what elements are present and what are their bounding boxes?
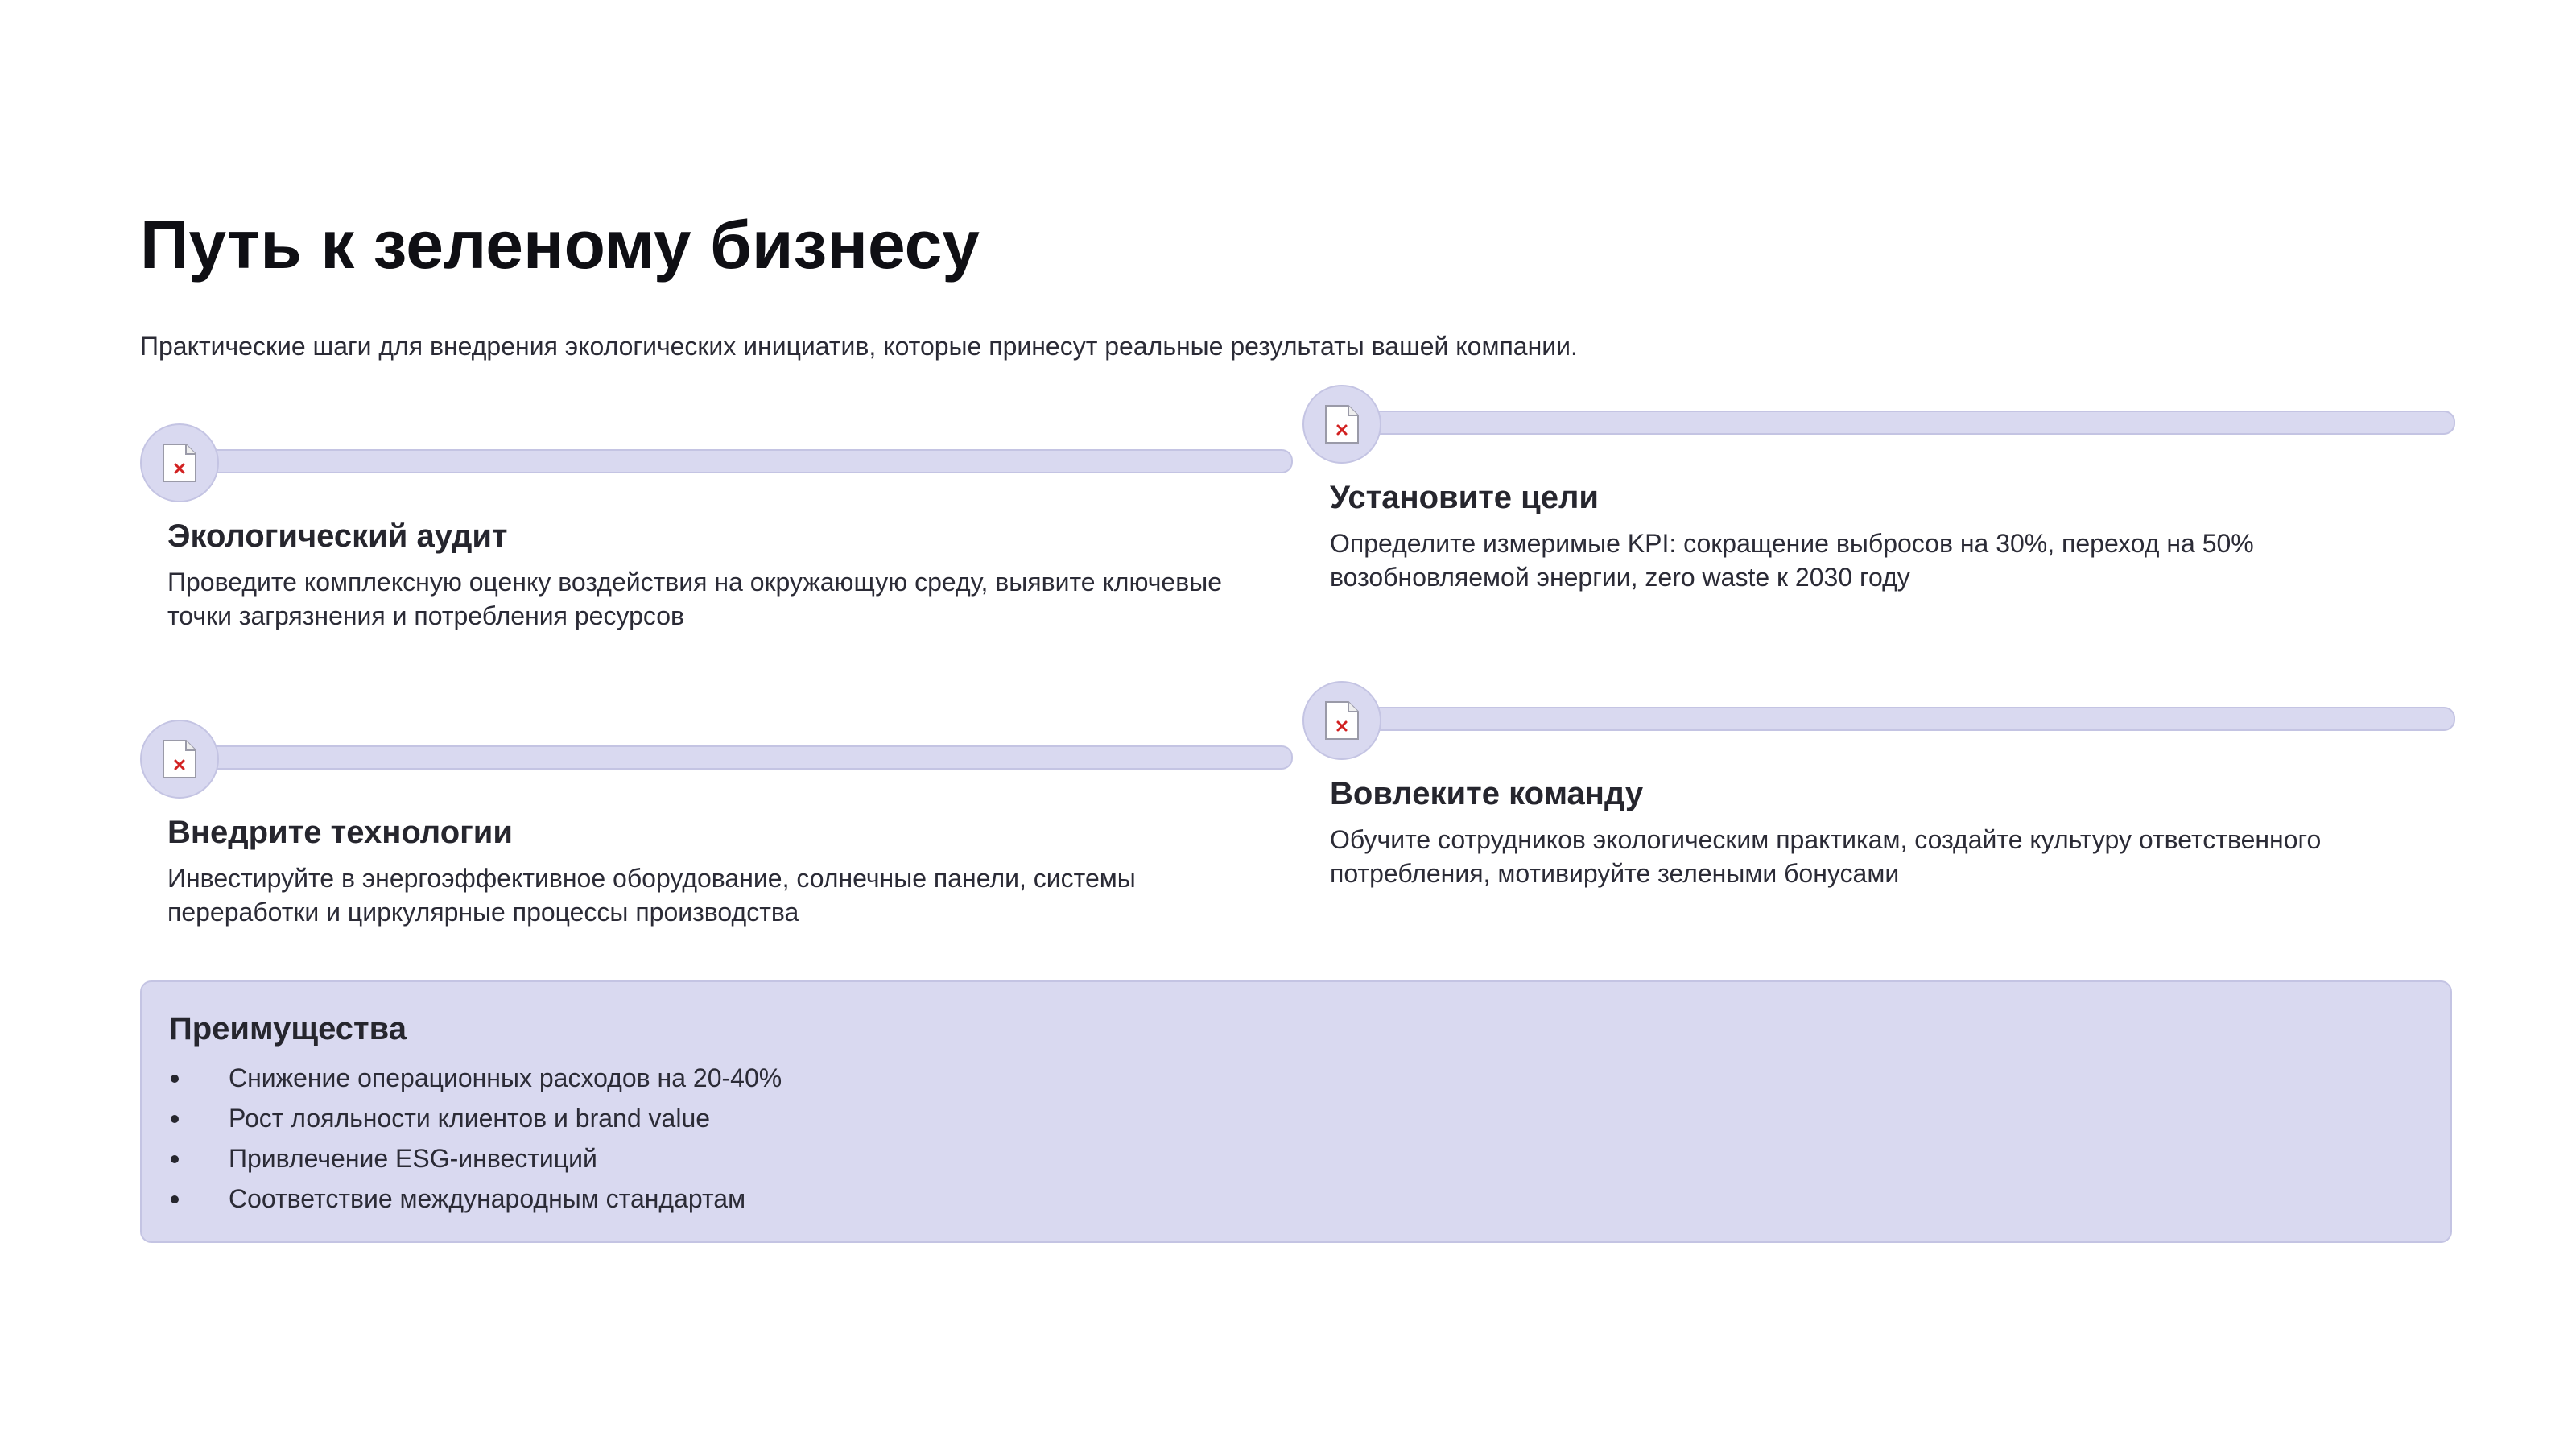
- bullet-icon: [171, 1115, 179, 1123]
- step-icon-circle: [140, 720, 219, 799]
- benefit-text: Рост лояльности клиентов и brand value: [229, 1104, 711, 1133]
- benefits-title: Преимущества: [169, 1011, 407, 1046]
- bullet-icon: [171, 1195, 179, 1203]
- step-description: Инвестируйте в энергоэффективное оборудование, солнечные панели, системы переработки и циркулярные процессы производства: [167, 864, 1136, 927]
- broken-image-icon: [160, 739, 199, 779]
- step-title: Установите цели: [1330, 480, 1600, 515]
- step-title: Внедрите технологии: [167, 815, 513, 850]
- benefit-text: Соответствие международным стандартам: [229, 1184, 746, 1213]
- step-progress-bar: [1344, 707, 2455, 731]
- step-card-goals: [1302, 385, 2455, 626]
- broken-image-icon: [1323, 700, 1361, 741]
- bullet-icon: [171, 1155, 179, 1163]
- benefit-text: Привлечение ESG-инвестиций: [229, 1144, 597, 1173]
- step-description: Обучите сотрудников экологическим практикам, создайте культуру ответственного потребления, мотивируйте зелеными бонусами: [1330, 825, 2322, 888]
- broken-image-icon: [160, 443, 199, 483]
- step-title: Вовлеките команду: [1330, 776, 1644, 811]
- step-description: Проведите комплексную оценку воздействия на окружающую среду, выявите ключевые точки загрязнения и потребления ресурсов: [167, 568, 1223, 630]
- step-progress-bar: [1344, 411, 2455, 435]
- step-card-team: [1302, 681, 2455, 923]
- step-title: Экологический аудит: [167, 518, 508, 554]
- bullet-icon: [171, 1075, 179, 1083]
- benefit-text: Снижение операционных расходов на 20-40%: [229, 1063, 782, 1092]
- benefits-panel: [140, 980, 2452, 1243]
- page-title: Путь к зеленому бизнесу: [140, 207, 980, 283]
- step-icon-circle: [140, 423, 219, 502]
- page-subtitle: Практические шаги для внедрения экологических инициатив, которые принесут реальные результаты вашей компании.: [140, 332, 1578, 361]
- step-card-audit: [140, 423, 1293, 665]
- step-icon-circle: [1302, 681, 1381, 760]
- step-description: Определите измеримые KPI: сокращение выбросов на 30%, переход на 50% возобновляемой энергии, zero waste к 2030 году: [1330, 529, 2254, 592]
- step-progress-bar: [182, 449, 1293, 473]
- step-progress-bar: [182, 745, 1293, 770]
- step-icon-circle: [1302, 385, 1381, 464]
- step-card-technology: [140, 720, 1293, 961]
- broken-image-icon: [1323, 404, 1361, 444]
